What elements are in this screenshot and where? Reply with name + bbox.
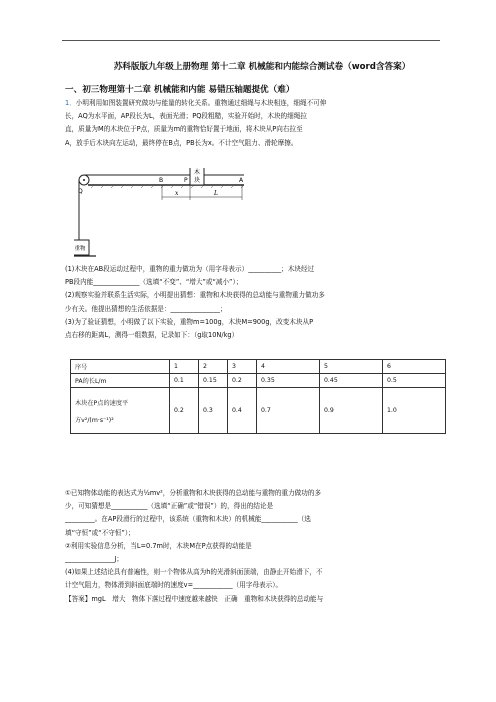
table-row (71, 374, 446, 388)
table-cell: 1.0 (383, 388, 446, 434)
table-header-cell: 6 (383, 360, 446, 374)
sub1-line-2: PB段内能______________（选填“不变”、“增大”或“减小”）； (65, 278, 243, 287)
label-x: x (175, 190, 179, 197)
answer-label: 【答案】 (65, 595, 92, 603)
label-b: B (159, 177, 164, 184)
table-cell: 0.45 (320, 374, 383, 388)
q1-line-2: 长，AQ为水平面，AP段长为L，表面光滑；PQ段粗糙，实验开始时，木块的细绳拉 (65, 112, 307, 121)
table-header-cell: 5 (320, 360, 383, 374)
table-row-label (71, 388, 170, 434)
table-cell: 0.1 (170, 374, 199, 388)
page-title: 苏科版版九年级上册物理 第十二章 机械能和内能综合测试卷（word含答案） (113, 62, 411, 72)
c2-line-1: ②利用实验信息分析，当L=0.7m时，木块M在P点获得的动能是 (65, 541, 252, 550)
follow-up-questions (65, 487, 437, 593)
question-1-stem (65, 97, 437, 150)
answer-line (65, 593, 445, 606)
c2-line-2: _______________J； (65, 555, 123, 564)
experiment-diagram (74, 168, 249, 261)
label-l: L (214, 190, 218, 197)
q1-line-1: 小明利用如图装置研究做功与能量的转化关系。重物通过细绳与木块相连，细绳不可伸 (75, 99, 327, 107)
q1-line-4: A，放手后木块向左运动，最终停在B点，PB长为x。不计空气阻力、滑轮摩擦。 (65, 138, 298, 147)
label-q: Q (78, 188, 83, 195)
table-cell: 0.2 (170, 388, 199, 434)
sub1-line-1: (1)木块在AB段运动过程中，重物的重力做功为（用字母表示）__________；木块经过 (65, 265, 315, 273)
section-heading: 一、初三物理第十二章 机械能和内能 易错压轴题提优（难） (65, 85, 295, 95)
c1-line-3: _________。在AP段滑行的过程中，该系统（重物和木块）的机械能___________（选 (65, 515, 311, 524)
c1-line-1: ①已知物体动能的表达式为½mv²，分析重物和木块获得的总动能与重物的重力做功的多 (65, 489, 322, 497)
table-header-cell: 1 (170, 360, 199, 374)
table-cell: 0.15 (199, 374, 228, 388)
table-cell: 0.2 (228, 374, 257, 388)
table-header-cell: 3 (228, 360, 257, 374)
table-row (71, 388, 446, 434)
sub4-line-2: 计空气阻力，物体滑到斜面底端时的速度v=____________（用字母表示）。 (65, 581, 283, 590)
weight-label: 重物 (74, 246, 86, 252)
sub-question-block (65, 263, 437, 342)
table-cell: 0.4 (228, 388, 257, 434)
table-header-cell: 4 (257, 360, 320, 374)
table-header-row (71, 360, 446, 374)
table-cell: 0.5 (383, 374, 446, 388)
block-label-1: 木 (193, 169, 201, 176)
q1-line-3: 直，质量为M的木块位于P点，质量为m的重物恰好置于地面，将木块从P向右拉至 (65, 125, 303, 134)
sub2-line-2: 少有关。他提出猜想的生活依据是：_______________； (65, 304, 227, 313)
question-number: 1． (65, 99, 76, 107)
table-cell: 0.9 (320, 388, 383, 434)
block-label-2: 块 (193, 177, 201, 184)
row-label-line-1: 木块在P点的速度平 (75, 399, 129, 407)
sub3-line-1: (3)为了验证猜想，小明做了以下实验，重物m=100g，木块M=900g，改变木块从P (65, 317, 314, 326)
table-header-cell: 序号 (71, 360, 170, 374)
sub4-line-1: (4)如果上述结论具有普遍性，则一个物体从高为h的光滑斜面顶端，由静止开始滑下，不 (65, 568, 323, 577)
label-a: A (239, 177, 244, 184)
table-cell: 0.35 (257, 374, 320, 388)
table-header-cell: 2 (199, 360, 228, 374)
answer-text: mgL 增大 物体下落过程中速度越来越快 正确 重物和木块获得的总动能与 (91, 595, 324, 603)
label-p: P (184, 177, 188, 184)
data-table (70, 359, 446, 434)
c1-line-2: 少，可知猜想是___________（选填“正确”或“错误”）的，得出的结论是 (65, 502, 274, 511)
table-cell: 0.3 (199, 388, 228, 434)
header-rule (62, 40, 440, 41)
c1-line-4: 填“守恒”或“不守恒”）； (65, 528, 135, 537)
sub3-line-2: 点右移的距离L，测得一组数据，记录如下：（g取10N/kg） (65, 331, 239, 340)
row-label-line-2: 方v²/(m·s⁻¹)² (75, 416, 114, 424)
table-cell: 0.7 (257, 388, 320, 434)
table-row-label: PA的长L/m (71, 374, 170, 388)
sub2-line-1: (2)观察实验并联系生活实际，小明提出猜想：重物和木块获得的总动能与重物重力做功多 (65, 291, 325, 300)
